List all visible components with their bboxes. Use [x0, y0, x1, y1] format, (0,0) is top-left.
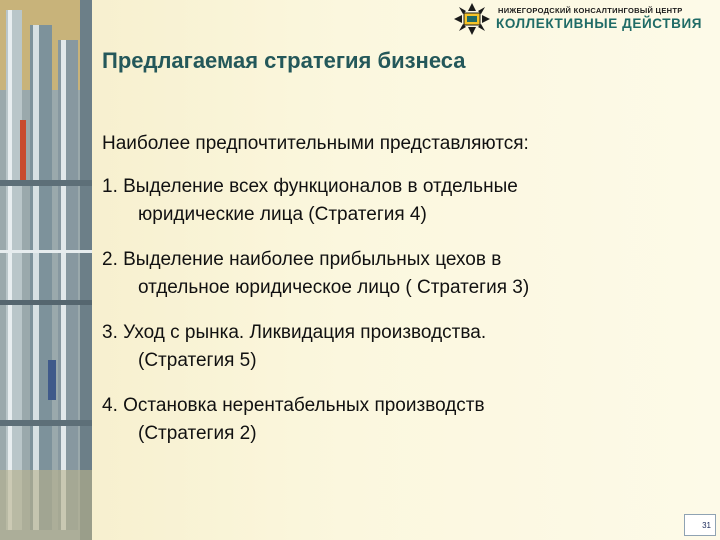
strategy-item-line: юридические лица (Стратегия 4)	[138, 204, 427, 225]
logo-subtitle: НИЖЕГОРОДСКИЙ КОНСАЛТИНГОВЫЙ ЦЕНТР	[498, 6, 683, 15]
lead-text: Наиболее предпочтительными представляются:	[102, 133, 529, 154]
strategy-item-line: (Стратегия 5)	[138, 350, 257, 371]
strategy-item-line: 4. Остановка нерентабельных производств	[102, 395, 485, 416]
strategy-item-line: (Стратегия 2)	[138, 423, 257, 444]
slide-title: Предлагаемая стратегия бизнеса	[102, 48, 466, 73]
refinery-photo	[0, 0, 92, 540]
strategy-item-3	[102, 319, 702, 375]
logo-emblem-icon	[452, 2, 492, 36]
strategy-item-line: 1. Выделение всех функционалов в отдельные	[102, 176, 518, 197]
strategy-item-line: отдельное юридическое лицо ( Стратегия 3)	[138, 277, 530, 298]
strategy-list	[102, 173, 702, 465]
strategy-item-4	[102, 392, 702, 448]
strategy-item-line: 2. Выделение наиболее прибыльных цехов в	[102, 249, 502, 270]
strategy-item-line: 3. Уход с рынка. Ликвидация производства.	[102, 322, 487, 343]
company-logo	[452, 2, 714, 36]
strategy-item-2	[102, 246, 702, 302]
refinery-towers-image	[0, 0, 92, 540]
logo-brand-name: КОЛЛЕКТИВНЫЕ ДЕЙСТВИЯ	[496, 16, 703, 31]
strategy-item-1	[102, 173, 702, 229]
page-number: 31	[684, 514, 716, 536]
